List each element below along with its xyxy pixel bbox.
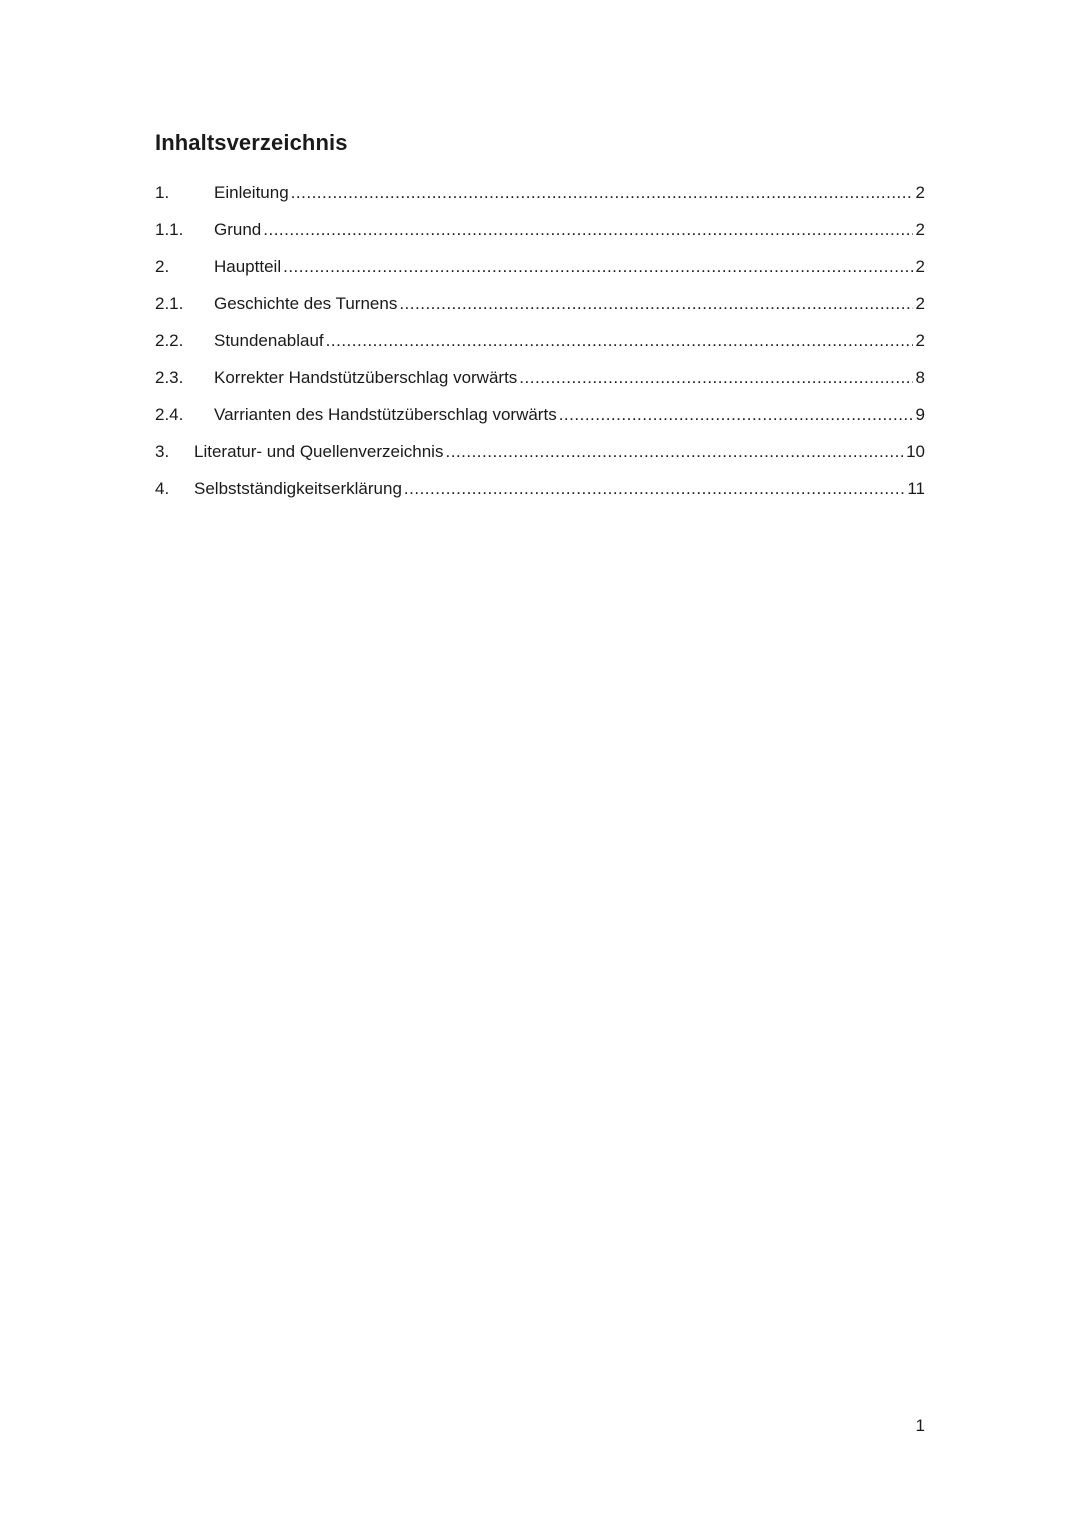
toc-dot-leader — [519, 367, 912, 389]
toc-entry[interactable] — [155, 219, 925, 256]
toc-entry-page: 2 — [915, 220, 925, 239]
toc-entry-number: 3. — [155, 442, 170, 461]
toc-entry-title: Selbstständigkeitserklärung — [194, 479, 402, 498]
toc-entry-number: 2.1. — [155, 294, 184, 313]
toc-entry[interactable] — [155, 404, 925, 441]
toc-entry-page: 2 — [915, 257, 925, 276]
toc-entry-number: 1.1. — [155, 220, 184, 239]
toc-entry-title: Literatur- und Quellenverzeichnis — [194, 442, 444, 461]
toc-dot-leader — [559, 404, 913, 426]
toc-dot-leader — [445, 441, 903, 463]
toc-entry[interactable] — [155, 256, 925, 293]
toc-entry-page: 10 — [906, 442, 925, 461]
toc-entry-page: 11 — [907, 479, 925, 498]
toc-dot-leader — [399, 293, 912, 315]
toc-entry-number: 4. — [155, 479, 170, 498]
toc-entry-page: 2 — [915, 183, 925, 202]
toc-entry-title: Korrekter Handstützüberschlag vorwärts — [214, 368, 518, 387]
table-of-contents — [155, 182, 925, 515]
toc-entry[interactable] — [155, 293, 925, 330]
toc-entry[interactable] — [155, 330, 925, 367]
toc-dot-leader — [404, 478, 904, 500]
toc-entry-page: 9 — [915, 405, 925, 424]
toc-dot-leader — [263, 219, 912, 241]
toc-entry[interactable] — [155, 441, 925, 478]
toc-entry-page: 8 — [915, 368, 925, 387]
toc-entry-title: Geschichte des Turnens — [214, 294, 398, 313]
toc-title: Inhaltsverzeichnis — [155, 130, 348, 155]
toc-entry[interactable] — [155, 478, 925, 515]
toc-dot-leader — [326, 330, 913, 352]
toc-entry-title: Stundenablauf — [214, 331, 324, 350]
toc-entry-title: Einleitung — [214, 183, 289, 202]
toc-entry-page: 2 — [915, 331, 925, 350]
toc-entry-number: 2.3. — [155, 368, 184, 387]
toc-entry-title: Hauptteil — [214, 257, 282, 276]
toc-entry-page: 2 — [915, 294, 925, 313]
toc-entry-title: Varrianten des Handstützüberschlag vorwärts — [214, 405, 557, 424]
page-number: 1 — [915, 1416, 925, 1435]
toc-dot-leader — [283, 256, 912, 278]
toc-entry-title: Grund — [214, 220, 262, 239]
toc-entry-number: 1. — [155, 183, 170, 202]
toc-entry[interactable] — [155, 367, 925, 404]
toc-entry-number: 2.4. — [155, 405, 184, 424]
toc-entry-number: 2. — [155, 257, 170, 276]
toc-entry-number: 2.2. — [155, 331, 184, 350]
toc-dot-leader — [291, 182, 913, 204]
toc-entry[interactable] — [155, 182, 925, 219]
